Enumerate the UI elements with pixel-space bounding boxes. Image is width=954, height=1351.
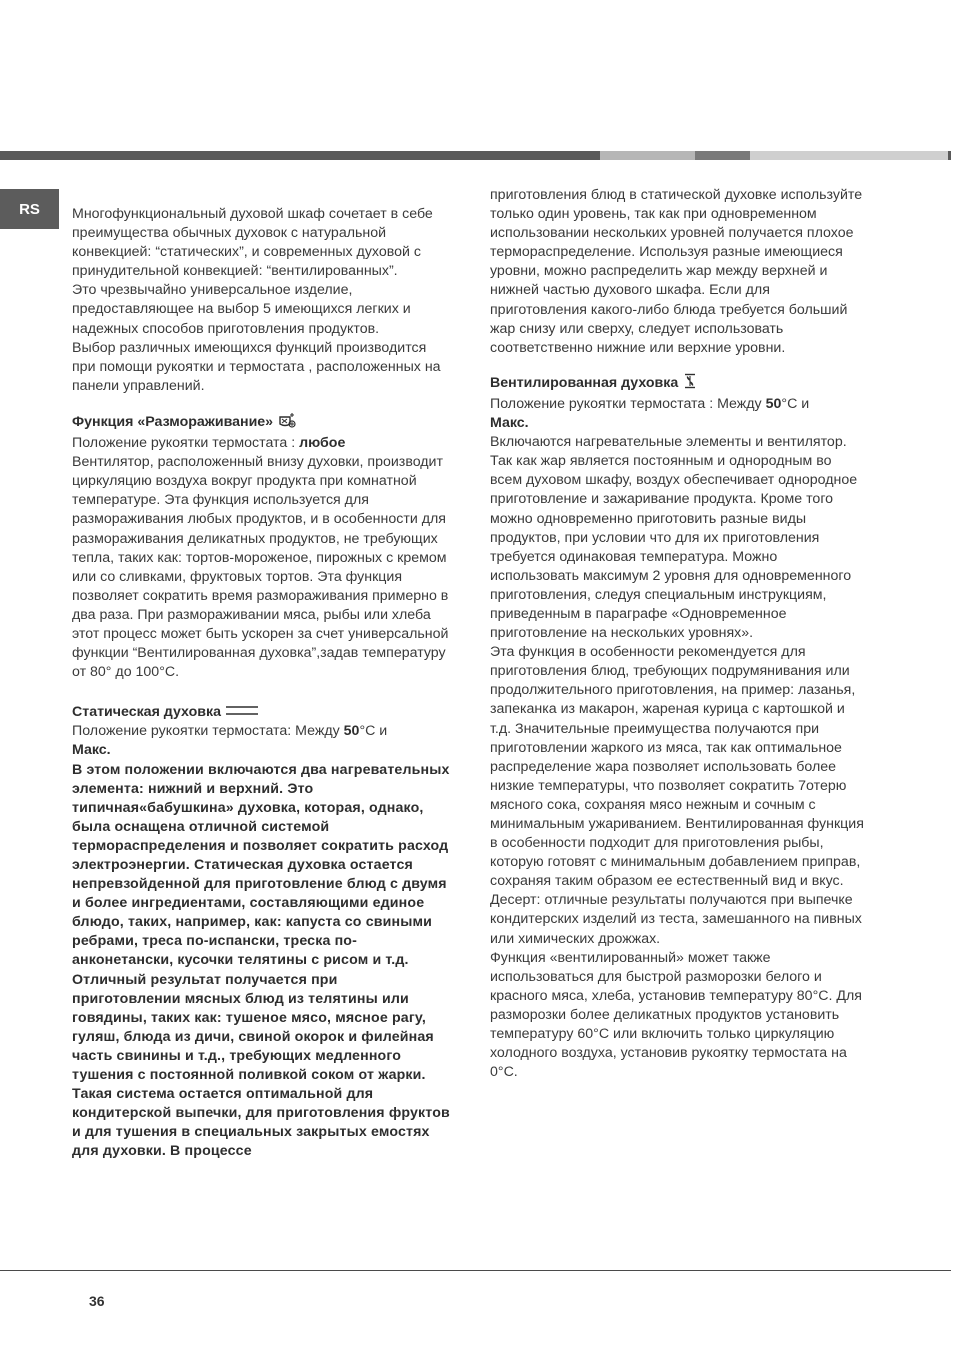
defrost-position <box>72 434 450 453</box>
language-tab: RS <box>0 189 59 229</box>
static-position <box>72 722 450 741</box>
header-bar-segment <box>0 151 600 160</box>
static-position-value: 50 <box>343 723 360 740</box>
right-column <box>490 186 865 1082</box>
defrost-heading <box>72 412 450 434</box>
defrost-title: Функция «Размораживание» <box>72 414 274 431</box>
static-continued: приготовления блюд в статической духовке используйте только один уровень, так как при одновременном использовании нескольких уровней получается плохое термораспределение. Используя разные имеющиеся уровни, можно распределить жар между верхней и нижней частью духового шкафа. Если для приготовления какого-либо блюда требуется больший жар снизу или сверху, следует использовать соответственно нижние или верхние уровни. <box>490 187 863 356</box>
fan-body-4: Функция «вентилированный» может также использоваться для быстрой разморозки белого и красного мяса, хлеба, установив температуру 80°C. Для разморозки более деликатных продуктов установить температуру 60°C или включить только циркуляцию холодного воздуха, установив рукоятку термостата на 0°C. <box>490 949 862 1081</box>
footer-divider <box>0 1270 951 1271</box>
defrost-position-value: любое <box>299 435 346 452</box>
fan-body-1: Включаются нагревательные элементы и вентилятор. Так как жар является постоянным и однородным во всем духовом шкафу, воздух обеспечивает однородное приготовление и зажаривание продукта. Кроме того можно одновременно приготовить разные виды продуктов, при условии что для их приготовления требуется одинаковая температура. Можно использовать максимум 2 уровня для одновременного приготовления, следуя специальным инструкциям, приведенным в параграфе «Одновременное приготовление на нескольких уровнях». <box>490 434 858 642</box>
defrost-body: Вентилятор, расположенный внизу духовки, производит циркуляцию воздуха вокруг продукта при комнатной температуре. Эта функция используется для размораживания любых продуктов, и в особенности для размораживания деликатных продуктов, не требующих тепла, таких как: тортов-мороженое, пирожных с кремом или со сливками, фруктовых тортов. Эта функция позволяет сократить время размораживания примерно в два раза. При размораживании мяса, рыбы или хлеба этот процесс может быть ускорен за счет универсальной функции “Вентилированная духовка”,задав температуру от 80° до 100°C. <box>72 454 449 681</box>
static-title: Статическая духовка <box>72 704 221 721</box>
header-bar-segment <box>600 151 695 160</box>
fan-title: Вентилированная духовка <box>490 375 679 392</box>
fan-position-max: Макс. <box>490 415 529 432</box>
intro-paragraph-3: Выбор различных имеющихся функций производится при помощи рукоятки и термостата , расположенных на панели управлений. <box>72 339 441 394</box>
static-body: В этом положении включаются два нагревательных элемента: нижний и верхний. Это типичная«бабушкина» духовка, которая, однако, была оснащена отличной системой термораспределения и позволяет сократить расход электроэнергии. Статическая духовка остается непревзойденной для приготовление блюд с двумя и более ингредиентами, составляющими единое блюдо, таких, например, как: капуста со свиными ребрами, треса по-испански, треска по-анконетански, кусочки телятины с рисом и т.д. Отличный результат получается при приготовлении мясных блюд из телятины или говядины, таких как: тушеное мясо, мясное рагу, гуляш, блюда из дичи, свиной окорок и филейная часть свинины и т.д., требующих медленного тушения с постоянной поливкой соком от жарки. Такая система остается оптимальной для кондитерской выпечки, для приготовления фруктов и для тушения в специальных закрытых емостях для духовки. В процессе <box>72 761 450 1160</box>
static-position-suffix: °C и <box>359 723 388 740</box>
fan-position-label: Положение рукоятки термостата : Между <box>490 395 766 412</box>
static-position-max: Макс. <box>72 742 111 759</box>
header-color-bar <box>0 151 954 160</box>
static-oven-icon <box>226 703 258 722</box>
left-column <box>72 205 450 1162</box>
fan-heading <box>490 373 865 395</box>
fan-body-2: Эта функция в особенности рекомендуется для приготовления блюд, требующих подрумянивания или продолжительного приготовления, на пример: лазанья, запеканка из макарон, жареная курица с картошкой и т.д. Значительные преимущества получаются при приготовлении жаркого из мяса, так как оптимальное распределение жара позволяет использовать более низкие температуры, что позволяет сократить 7отерю мясного сока, сохраняя мясо нежным и сочным с минимальным ужариванием. Вентилированная функция в особенности подходит для приготовления рыбы, которую готовят с минимальным добавлением приправ, сохраняя таким образом ее естественный вид и вкус. <box>490 644 864 890</box>
fan-position-value: 50 <box>765 395 782 412</box>
intro-paragraph-2: Это чрезвычайно универсальное изделие, предоставляющее на выбор 5 имеющихся легких и надежных способов приготовления продуктов. <box>72 282 411 337</box>
fan-oven-icon <box>683 373 697 395</box>
static-position-label: Положение рукоятки термостата: Между <box>72 723 344 740</box>
page-number: 36 <box>89 1293 105 1309</box>
static-heading <box>72 703 450 722</box>
defrost-snowflake-icon <box>278 412 296 434</box>
header-bar-segment <box>750 151 948 160</box>
intro-paragraph: Многофункциональный духовой шкаф сочетает в себе преимущества обычных духовок с натуральной конвекцией: “статических”, и современных духовой с принудительной конвекцией: “вентилированных”. <box>72 206 433 280</box>
fan-body-3: Десерт: отличные результаты получаются при выпечке кондитерских изделий из теста, замешанного на пивных или химических дрожжах. <box>490 892 862 947</box>
defrost-position-label: Положение рукоятки термостата : <box>72 435 300 452</box>
fan-position <box>490 395 865 414</box>
fan-position-suffix: °C и <box>781 395 810 412</box>
header-bar-segment <box>695 151 750 160</box>
header-bar-segment <box>948 151 951 160</box>
